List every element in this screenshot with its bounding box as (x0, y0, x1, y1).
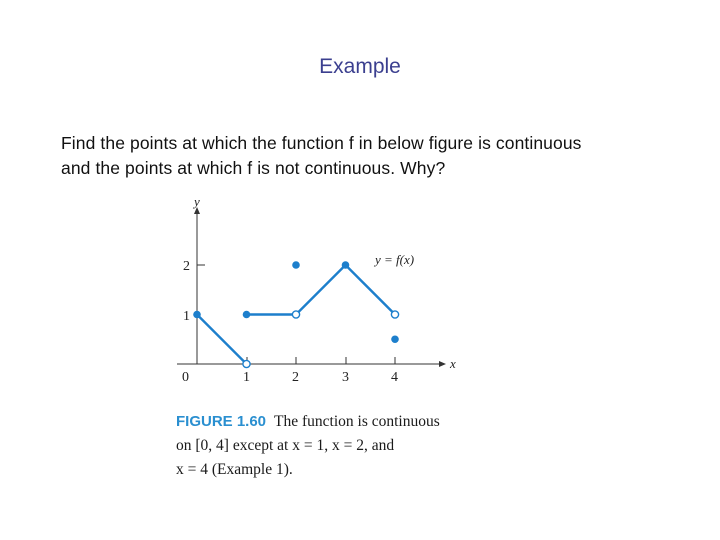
x-tick-label-3: 3 (342, 370, 349, 385)
filled-point-1 (193, 311, 201, 319)
open-point-1 (243, 360, 250, 367)
x-axis-arrow (439, 361, 446, 367)
filled-point-4 (342, 261, 350, 269)
x-tick-label-0: 0 (182, 370, 189, 385)
function-label: y = f(x) (375, 252, 415, 267)
caption-text-1: The function is continuous (274, 413, 440, 430)
caption-line-3: x = 4 (Example 1). (176, 461, 293, 478)
graph-segment-3 (296, 265, 346, 315)
x-tick-label-1: 1 (243, 370, 250, 385)
y-axis-label: y (194, 194, 200, 209)
question-line-2: and the points at which f is not continuous. Why? (61, 158, 446, 178)
figure-caption (176, 410, 506, 482)
open-point-3 (391, 311, 398, 318)
caption-line-2: on [0, 4] except at x = 1, x = 2, and (176, 437, 395, 454)
open-point-2 (292, 311, 299, 318)
slide-title: Example (319, 55, 401, 78)
y-tick-label-2: 2 (183, 259, 190, 274)
filled-point-2 (243, 311, 251, 319)
question-line-1: Find the points at which the function f in below figure is continuous (61, 133, 582, 153)
y-tick-label-1: 1 (183, 309, 190, 324)
x-axis-label: x (450, 356, 456, 371)
filled-point-5 (391, 335, 399, 343)
caption-line-1 (176, 410, 506, 434)
x-tick-label-2: 2 (292, 370, 299, 385)
graph-segment-1 (197, 315, 247, 365)
axes (177, 207, 446, 367)
caption-figure-label: FIGURE 1.60 (176, 413, 267, 430)
plot-layer (193, 261, 399, 367)
graph-segment-4 (346, 265, 396, 315)
filled-point-3 (292, 261, 300, 269)
x-tick-label-4: 4 (391, 370, 398, 385)
